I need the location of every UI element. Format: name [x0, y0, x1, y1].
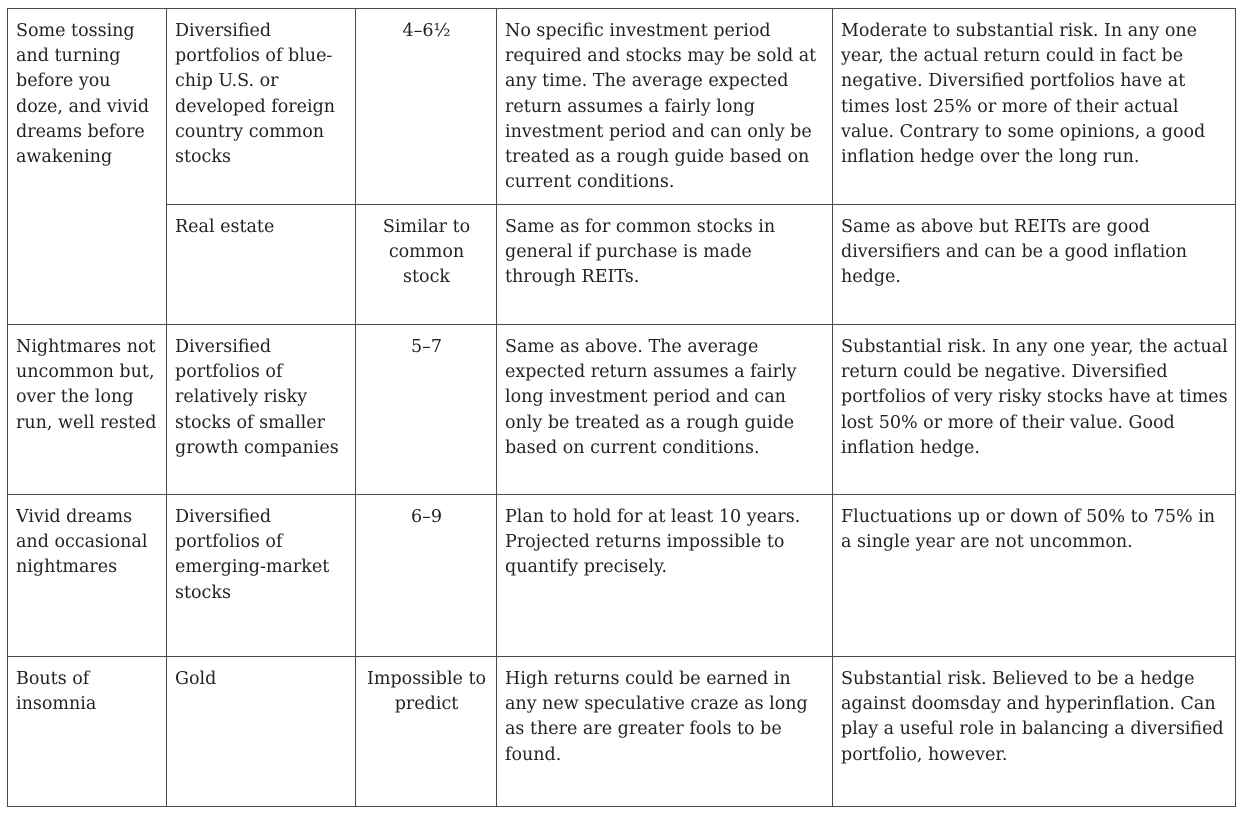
table-row: [8, 205, 1236, 325]
investment-period-cell: Same as for common stocks in general if purchase is made through REITs.: [497, 205, 833, 325]
expected-return-cell: 4–6½: [356, 9, 497, 205]
risk-level-cell: Substantial risk. In any one year, the actual return could be negative. Diversified portfolios of very risky stocks have at times lost 50% or more of their value. Good inflation hedge.: [833, 325, 1236, 495]
risk-level-cell: Moderate to substantial risk. In any one year, the actual return could in fact be negative. Diversified portfolios have at times lost 25% or more of their actual value. Contrary to some opinions, a good inflation hedge over the long run.: [833, 9, 1236, 205]
table-container: [7, 8, 1236, 807]
table-row: [8, 495, 1236, 657]
investment-period-cell: No specific investment period required and stocks may be sold at any time. The average expected return assumes a fairly long investment period and can only be treated as a rough guide based on current conditions.: [497, 9, 833, 205]
risk-level-cell: Same as above but REITs are good diversifiers and can be a good inflation hedge.: [833, 205, 1236, 325]
risk-level-cell: Fluctuations up or down of 50% to 75% in a single year are not uncommon.: [833, 495, 1236, 657]
sleep-feeling-cell: Some tossing and turning before you doze, and vivid dreams before awakening: [8, 9, 167, 325]
sleep-feeling-cell: Nightmares not uncommon but, over the long run, well rested: [8, 325, 167, 495]
investment-cell: Real estate: [167, 205, 356, 325]
table-row: [8, 325, 1236, 495]
investment-cell: Diversified portfolios of blue-chip U.S. or developed foreign country common stocks: [167, 9, 356, 205]
table-row: [8, 9, 1236, 205]
sleep-feeling-cell: Vivid dreams and occasional nightmares: [8, 495, 167, 657]
risk-level-cell: Substantial risk. Believed to be a hedge against doomsday and hyperinflation. Can play a useful role in balancing a diversified portfolio, however.: [833, 657, 1236, 807]
investment-period-cell: Plan to hold for at least 10 years. Projected returns impossible to quantify precisely.: [497, 495, 833, 657]
expected-return-cell: Similar to common stock: [356, 205, 497, 325]
expected-return-cell: 6–9: [356, 495, 497, 657]
investment-risk-table: [7, 8, 1236, 807]
table-row: [8, 657, 1236, 807]
investment-cell: Gold: [167, 657, 356, 807]
investment-period-cell: High returns could be earned in any new speculative craze as long as there are greater fools to be found.: [497, 657, 833, 807]
sleep-feeling-cell: Bouts of insomnia: [8, 657, 167, 807]
investment-cell: Diversified portfolios of emerging-market stocks: [167, 495, 356, 657]
investment-cell: Diversified portfolios of relatively risky stocks of smaller growth companies: [167, 325, 356, 495]
expected-return-cell: 5–7: [356, 325, 497, 495]
expected-return-cell: Impossible to predict: [356, 657, 497, 807]
investment-period-cell: Same as above. The average expected return assumes a fairly long investment period and can only be treated as a rough guide based on current conditions.: [497, 325, 833, 495]
